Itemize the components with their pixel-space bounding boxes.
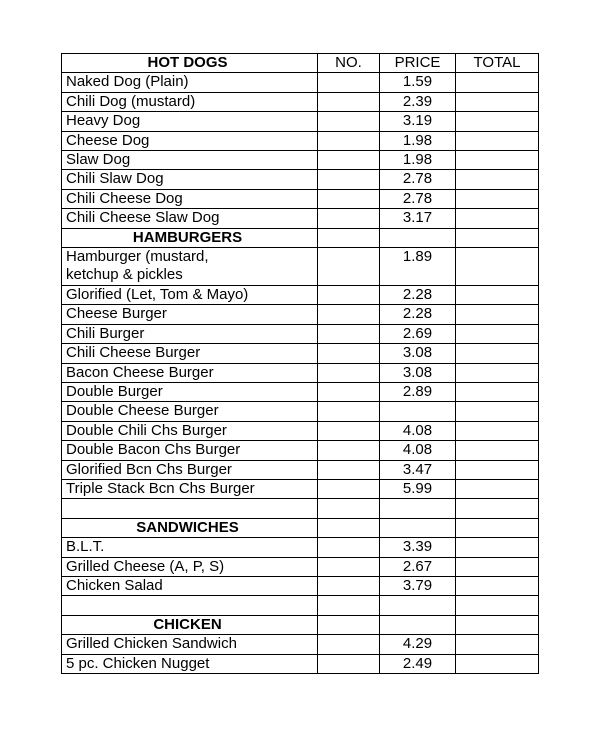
total-cell bbox=[456, 441, 539, 460]
total-cell bbox=[456, 479, 539, 498]
hamburger-row bbox=[62, 248, 539, 286]
quantity-cell[interactable] bbox=[318, 209, 380, 228]
price-cell: 2.49 bbox=[380, 654, 456, 673]
quantity-cell[interactable] bbox=[318, 305, 380, 324]
price-cell: 2.28 bbox=[380, 285, 456, 304]
quantity-cell[interactable] bbox=[318, 402, 380, 421]
sandwiches-section bbox=[62, 518, 539, 537]
item-name bbox=[62, 248, 318, 286]
quantity-cell[interactable] bbox=[318, 92, 380, 111]
item-name: Heavy Dog bbox=[62, 112, 318, 131]
quantity-cell[interactable] bbox=[318, 285, 380, 304]
item-name: Cheese Dog bbox=[62, 131, 318, 150]
item-name: Slaw Dog bbox=[62, 151, 318, 170]
hamburger-row bbox=[62, 441, 539, 460]
price-cell: 4.08 bbox=[380, 421, 456, 440]
quantity-cell[interactable] bbox=[318, 344, 380, 363]
total-cell bbox=[456, 635, 539, 654]
price-cell: 5.99 bbox=[380, 479, 456, 498]
hamburgers-section bbox=[62, 228, 539, 247]
blank-cell bbox=[380, 499, 456, 518]
hamburger-row bbox=[62, 460, 539, 479]
price-cell: 3.47 bbox=[380, 460, 456, 479]
hot-dog-row bbox=[62, 131, 539, 150]
quantity-cell[interactable] bbox=[318, 170, 380, 189]
quantity-cell[interactable] bbox=[318, 189, 380, 208]
quantity-cell[interactable] bbox=[318, 460, 380, 479]
price-cell: 3.19 bbox=[380, 112, 456, 131]
total-cell bbox=[456, 170, 539, 189]
menu-table bbox=[61, 53, 539, 674]
quantity-cell[interactable] bbox=[318, 131, 380, 150]
item-name: Double Chili Chs Burger bbox=[62, 421, 318, 440]
total-cell bbox=[456, 518, 539, 537]
item-name: Grilled Cheese (A, P, S) bbox=[62, 557, 318, 576]
price-cell: 2.67 bbox=[380, 557, 456, 576]
total-cell bbox=[456, 363, 539, 382]
total-cell bbox=[456, 654, 539, 673]
item-name: Double Cheese Burger bbox=[62, 402, 318, 421]
item-name: Chili Slaw Dog bbox=[62, 170, 318, 189]
blank-cell bbox=[62, 499, 318, 518]
header-row bbox=[62, 54, 539, 73]
quantity-cell[interactable] bbox=[318, 576, 380, 595]
sandwich-row bbox=[62, 538, 539, 557]
price-cell: 3.08 bbox=[380, 363, 456, 382]
price-cell: 1.59 bbox=[380, 73, 456, 92]
price-cell: 2.78 bbox=[380, 170, 456, 189]
quantity-cell[interactable] bbox=[318, 421, 380, 440]
item-name: Chili Burger bbox=[62, 324, 318, 343]
quantity-cell[interactable] bbox=[318, 441, 380, 460]
quantity-cell[interactable] bbox=[318, 654, 380, 673]
chicken-row bbox=[62, 635, 539, 654]
hamburger-row bbox=[62, 344, 539, 363]
hot-dog-row bbox=[62, 92, 539, 111]
hot-dog-row bbox=[62, 112, 539, 131]
blank-row bbox=[62, 596, 539, 615]
price-cell: 1.98 bbox=[380, 131, 456, 150]
price-cell bbox=[380, 228, 456, 247]
price-cell bbox=[380, 615, 456, 634]
price-cell: 2.89 bbox=[380, 382, 456, 401]
price-cell: 2.69 bbox=[380, 324, 456, 343]
item-name: Cheese Burger bbox=[62, 305, 318, 324]
item-name-line: ketchup & pickles bbox=[66, 266, 183, 284]
hamburger-row bbox=[62, 402, 539, 421]
price-cell: 2.78 bbox=[380, 189, 456, 208]
total-cell bbox=[456, 344, 539, 363]
quantity-cell bbox=[318, 615, 380, 634]
chicken-section bbox=[62, 615, 539, 634]
item-name: Naked Dog (Plain) bbox=[62, 73, 318, 92]
quantity-cell[interactable] bbox=[318, 538, 380, 557]
price-cell: 3.79 bbox=[380, 576, 456, 595]
total-cell bbox=[456, 92, 539, 111]
total-cell bbox=[456, 421, 539, 440]
blank-cell bbox=[318, 596, 380, 615]
total-cell bbox=[456, 557, 539, 576]
total-column-header: TOTAL bbox=[456, 54, 539, 73]
chicken-row bbox=[62, 654, 539, 673]
blank-cell bbox=[456, 499, 539, 518]
chicken-section-title: CHICKEN bbox=[62, 615, 318, 634]
hamburger-row bbox=[62, 382, 539, 401]
total-cell bbox=[456, 73, 539, 92]
blank-row bbox=[62, 499, 539, 518]
price-cell: 1.89 bbox=[380, 248, 456, 286]
quantity-cell[interactable] bbox=[318, 557, 380, 576]
hot-dog-row bbox=[62, 170, 539, 189]
hot-dog-row bbox=[62, 209, 539, 228]
total-cell bbox=[456, 285, 539, 304]
price-cell: 2.28 bbox=[380, 305, 456, 324]
item-name: Chicken Salad bbox=[62, 576, 318, 595]
hot-dog-row bbox=[62, 189, 539, 208]
sandwich-row bbox=[62, 576, 539, 595]
no-column-header: NO. bbox=[318, 54, 380, 73]
item-name: Glorified (Let, Tom & Mayo) bbox=[62, 285, 318, 304]
total-cell bbox=[456, 131, 539, 150]
item-name: Chili Cheese Dog bbox=[62, 189, 318, 208]
price-cell: 3.39 bbox=[380, 538, 456, 557]
price-cell: 3.17 bbox=[380, 209, 456, 228]
total-cell bbox=[456, 324, 539, 343]
quantity-cell[interactable] bbox=[318, 382, 380, 401]
total-cell bbox=[456, 460, 539, 479]
hamburgers-section-title: HAMBURGERS bbox=[62, 228, 318, 247]
item-name-line: Hamburger (mustard, bbox=[66, 248, 209, 266]
price-cell bbox=[380, 518, 456, 537]
item-name: Grilled Chicken Sandwich bbox=[62, 635, 318, 654]
price-cell bbox=[380, 402, 456, 421]
price-cell: 3.08 bbox=[380, 344, 456, 363]
item-name: Glorified Bcn Chs Burger bbox=[62, 460, 318, 479]
total-cell bbox=[456, 189, 539, 208]
sandwich-row bbox=[62, 557, 539, 576]
quantity-cell[interactable] bbox=[318, 635, 380, 654]
quantity-cell[interactable] bbox=[318, 363, 380, 382]
item-name: Chili Cheese Slaw Dog bbox=[62, 209, 318, 228]
price-column-header: PRICE bbox=[380, 54, 456, 73]
total-cell bbox=[456, 228, 539, 247]
hamburger-row bbox=[62, 421, 539, 440]
sandwiches-section-title: SANDWICHES bbox=[62, 518, 318, 537]
total-cell bbox=[456, 382, 539, 401]
item-name: Chili Cheese Burger bbox=[62, 344, 318, 363]
quantity-cell[interactable] bbox=[318, 151, 380, 170]
item-name: Chili Dog (mustard) bbox=[62, 92, 318, 111]
total-cell bbox=[456, 151, 539, 170]
blank-cell bbox=[62, 596, 318, 615]
quantity-cell bbox=[318, 228, 380, 247]
hamburger-row bbox=[62, 363, 539, 382]
hamburger-row bbox=[62, 305, 539, 324]
item-name: Triple Stack Bcn Chs Burger bbox=[62, 479, 318, 498]
price-cell: 4.08 bbox=[380, 441, 456, 460]
hot-dog-row bbox=[62, 151, 539, 170]
total-cell bbox=[456, 538, 539, 557]
blank-cell bbox=[380, 596, 456, 615]
item-name: 5 pc. Chicken Nugget bbox=[62, 654, 318, 673]
total-cell bbox=[456, 576, 539, 595]
hot-dog-row bbox=[62, 73, 539, 92]
item-name: B.L.T. bbox=[62, 538, 318, 557]
quantity-cell bbox=[318, 518, 380, 537]
hot-dogs-header: HOT DOGS bbox=[62, 54, 318, 73]
blank-cell bbox=[456, 596, 539, 615]
total-cell bbox=[456, 248, 539, 286]
quantity-cell[interactable] bbox=[318, 479, 380, 498]
quantity-cell[interactable] bbox=[318, 324, 380, 343]
item-name: Bacon Cheese Burger bbox=[62, 363, 318, 382]
total-cell bbox=[456, 209, 539, 228]
hamburger-row bbox=[62, 324, 539, 343]
hamburger-row bbox=[62, 479, 539, 498]
quantity-cell[interactable] bbox=[318, 73, 380, 92]
total-cell bbox=[456, 402, 539, 421]
item-name: Double Burger bbox=[62, 382, 318, 401]
total-cell bbox=[456, 305, 539, 324]
hamburger-row bbox=[62, 285, 539, 304]
price-cell: 2.39 bbox=[380, 92, 456, 111]
quantity-cell[interactable] bbox=[318, 248, 380, 286]
price-cell: 1.98 bbox=[380, 151, 456, 170]
blank-cell bbox=[318, 499, 380, 518]
total-cell bbox=[456, 112, 539, 131]
total-cell bbox=[456, 615, 539, 634]
price-cell: 4.29 bbox=[380, 635, 456, 654]
item-name: Double Bacon Chs Burger bbox=[62, 441, 318, 460]
quantity-cell[interactable] bbox=[318, 112, 380, 131]
